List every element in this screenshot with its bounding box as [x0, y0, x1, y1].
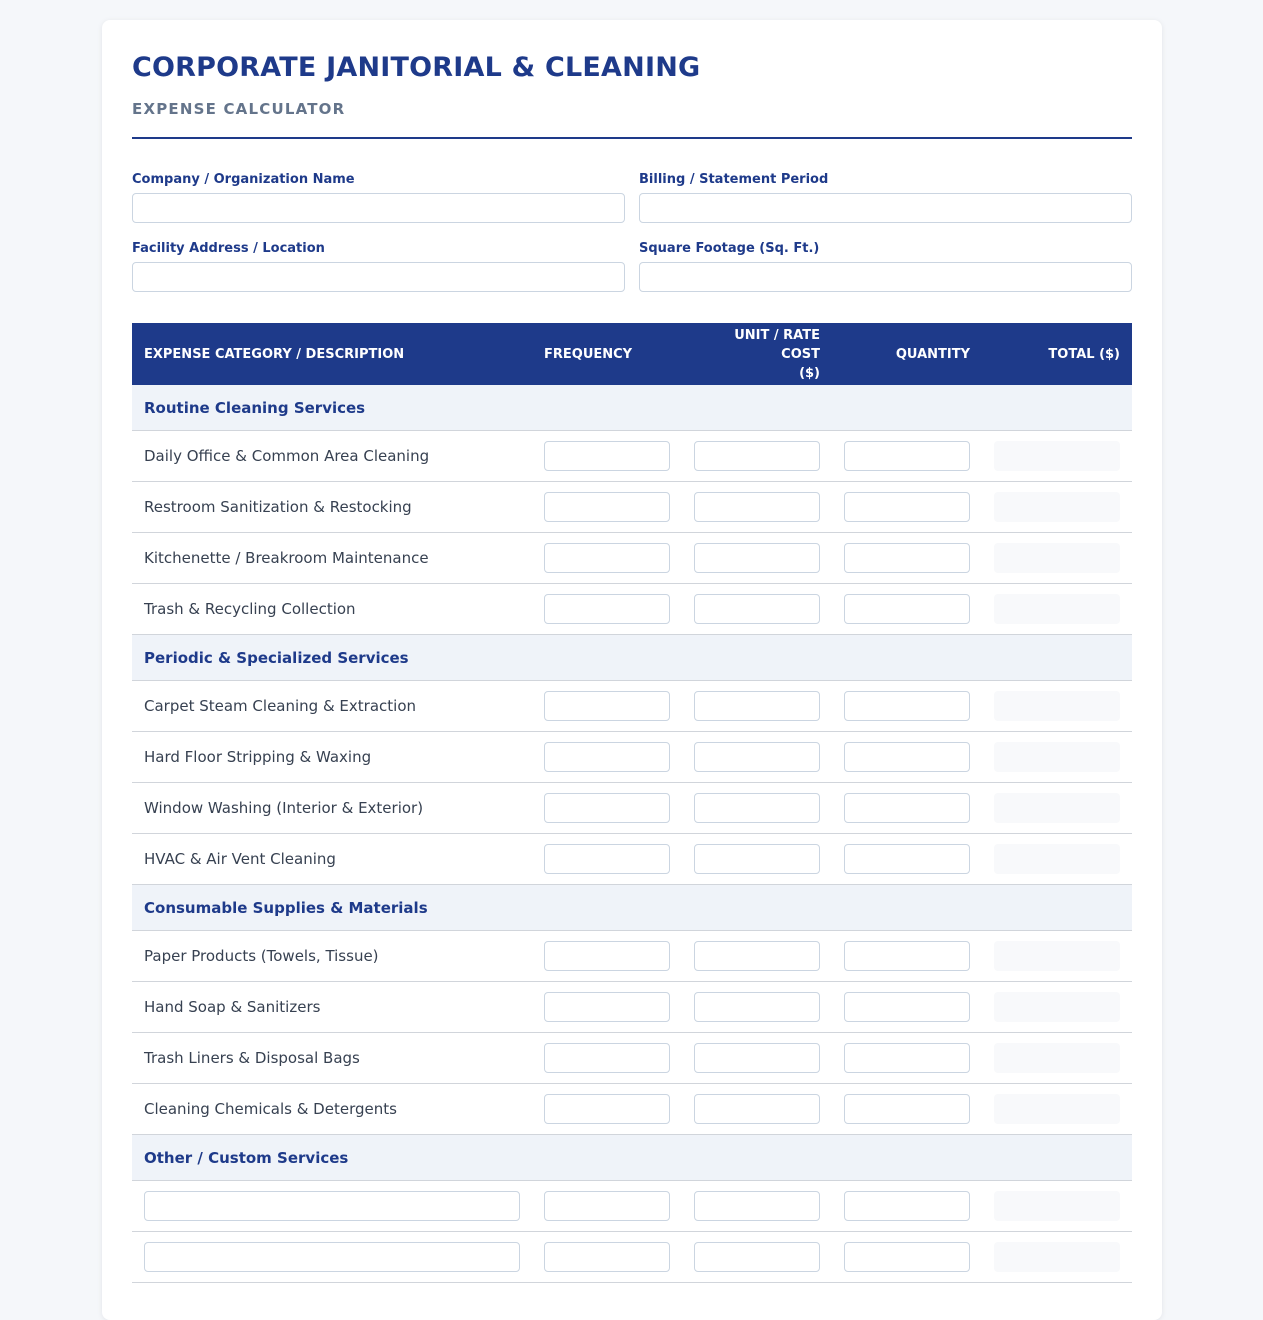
table-row [132, 931, 1132, 982]
billing-period-input[interactable] [639, 193, 1132, 223]
sqft-field-group [639, 241, 1132, 257]
frequency-input[interactable] [544, 441, 670, 471]
row-description: HVAC & Air Vent Cleaning [144, 850, 336, 868]
row-description: Kitchenette / Breakroom Maintenance [144, 549, 429, 567]
quantity-input[interactable] [844, 691, 970, 721]
frequency-input[interactable] [544, 941, 670, 971]
quantity-input[interactable] [844, 1043, 970, 1073]
quantity-input[interactable] [844, 793, 970, 823]
title-divider [132, 137, 1132, 139]
section-header [132, 385, 1132, 431]
rate-cost-input[interactable] [694, 543, 820, 573]
custom-description-input[interactable] [144, 1242, 520, 1272]
row-total [994, 844, 1120, 874]
column-header-description: EXPENSE CATEGORY / DESCRIPTION [144, 346, 405, 362]
section-header [132, 1135, 1132, 1181]
frequency-input[interactable] [544, 1191, 670, 1221]
billing-field-group [639, 172, 1132, 188]
frequency-input[interactable] [544, 793, 670, 823]
table-row [132, 982, 1132, 1033]
custom-description-input[interactable] [144, 1191, 520, 1221]
rate-cost-input[interactable] [694, 992, 820, 1022]
quantity-input[interactable] [844, 742, 970, 772]
frequency-input[interactable] [544, 1094, 670, 1124]
rate-cost-input[interactable] [694, 492, 820, 522]
expense-table [132, 323, 1132, 1283]
row-description: Paper Products (Towels, Tissue) [144, 947, 379, 965]
frequency-input[interactable] [544, 492, 670, 522]
rate-cost-input[interactable] [694, 844, 820, 874]
column-header-total: TOTAL ($) [1048, 346, 1120, 362]
quantity-input[interactable] [844, 844, 970, 874]
table-row [132, 1084, 1132, 1135]
frequency-input[interactable] [544, 1043, 670, 1073]
row-description: Daily Office & Common Area Cleaning [144, 447, 430, 465]
rate-cost-input[interactable] [694, 1242, 820, 1272]
frequency-input[interactable] [544, 742, 670, 772]
row-description: Hand Soap & Sanitizers [144, 998, 321, 1016]
row-description: Trash & Recycling Collection [144, 600, 356, 618]
row-total [994, 492, 1120, 522]
section-title: Routine Cleaning Services [144, 399, 366, 417]
company-label: Company / Organization Name [132, 172, 355, 187]
row-description: Carpet Steam Cleaning & Extraction [144, 697, 417, 715]
table-row [132, 533, 1132, 584]
frequency-input[interactable] [544, 1242, 670, 1272]
sqft-label: Square Footage (Sq. Ft.) [639, 241, 820, 256]
rate-cost-input[interactable] [694, 1094, 820, 1124]
table-row [132, 431, 1132, 482]
row-total [994, 594, 1120, 624]
table-row [132, 681, 1132, 732]
frequency-input[interactable] [544, 844, 670, 874]
section-title: Periodic & Specialized Services [144, 649, 409, 667]
section-title: Other / Custom Services [144, 1149, 349, 1167]
row-total [994, 992, 1120, 1022]
row-total [994, 793, 1120, 823]
table-row [132, 1232, 1132, 1283]
table-row [132, 732, 1132, 783]
row-description: Hard Floor Stripping & Waxing [144, 748, 372, 766]
frequency-input[interactable] [544, 992, 670, 1022]
row-total [994, 742, 1120, 772]
quantity-input[interactable] [844, 441, 970, 471]
column-header-rate [694, 323, 820, 385]
address-field-group [132, 241, 625, 257]
row-total [994, 691, 1120, 721]
rate-cost-input[interactable] [694, 691, 820, 721]
rate-cost-input[interactable] [694, 941, 820, 971]
row-total [994, 1094, 1120, 1124]
row-total [994, 543, 1120, 573]
row-total [994, 1242, 1120, 1272]
column-header-frequency: FREQUENCY [544, 346, 633, 362]
section-header [132, 635, 1132, 681]
row-description: Restroom Sanitization & Restocking [144, 498, 412, 516]
row-total [994, 1043, 1120, 1073]
row-description: Cleaning Chemicals & Detergents [144, 1100, 397, 1118]
quantity-input[interactable] [844, 1242, 970, 1272]
row-total [994, 1191, 1120, 1221]
row-total [994, 941, 1120, 971]
frequency-input[interactable] [544, 543, 670, 573]
rate-cost-input[interactable] [694, 441, 820, 471]
page-title: CORPORATE JANITORIAL & CLEANING [132, 52, 701, 83]
frequency-input[interactable] [544, 691, 670, 721]
table-row [132, 584, 1132, 635]
rate-cost-input[interactable] [694, 793, 820, 823]
section-title: Consumable Supplies & Materials [144, 899, 428, 917]
calculator-card [102, 20, 1162, 1320]
rate-cost-input[interactable] [694, 1191, 820, 1221]
column-header-rate-line2: ($) [799, 365, 820, 381]
row-total [994, 441, 1120, 471]
table-row [132, 1033, 1132, 1084]
section-header [132, 885, 1132, 931]
quantity-input[interactable] [844, 594, 970, 624]
table-body [132, 385, 1132, 1283]
company-input[interactable] [132, 193, 625, 223]
page-subtitle: EXPENSE CALCULATOR [132, 100, 346, 118]
row-description: Trash Liners & Disposal Bags [144, 1049, 360, 1067]
table-header [132, 323, 1132, 385]
address-input[interactable] [132, 262, 625, 292]
column-header-rate-line1: UNIT / RATE COST [734, 327, 820, 362]
quantity-input[interactable] [844, 492, 970, 522]
table-row [132, 1181, 1132, 1232]
table-row [132, 834, 1132, 885]
quantity-input[interactable] [844, 992, 970, 1022]
rate-cost-input[interactable] [694, 594, 820, 624]
quantity-input[interactable] [844, 1191, 970, 1221]
company-field-group [132, 172, 625, 188]
quantity-input[interactable] [844, 543, 970, 573]
rate-cost-input[interactable] [694, 1043, 820, 1073]
row-description: Window Washing (Interior & Exterior) [144, 799, 424, 817]
address-label: Facility Address / Location [132, 241, 325, 256]
quantity-input[interactable] [844, 1094, 970, 1124]
billing-label: Billing / Statement Period [639, 172, 829, 187]
quantity-input[interactable] [844, 941, 970, 971]
frequency-input[interactable] [544, 594, 670, 624]
column-header-quantity: QUANTITY [895, 346, 970, 362]
table-row [132, 783, 1132, 834]
square-footage-input[interactable] [639, 262, 1132, 292]
rate-cost-input[interactable] [694, 742, 820, 772]
table-row [132, 482, 1132, 533]
